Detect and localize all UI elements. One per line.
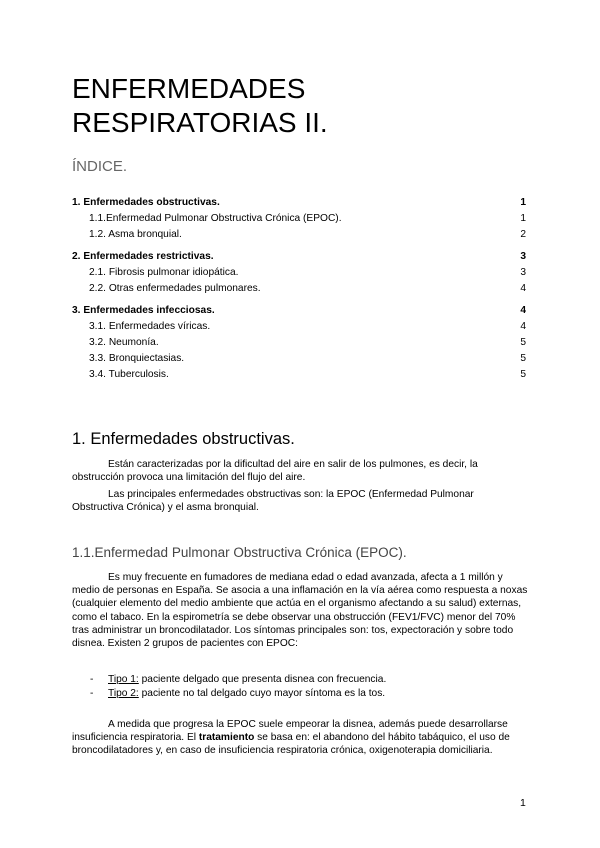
toc-entry-page: 4 <box>520 283 526 294</box>
toc-entry-label: 3.4. Tuberculosis. <box>89 369 169 380</box>
toc-entry-page: 5 <box>520 369 526 380</box>
treatment-keyword: tratamiento <box>198 732 255 744</box>
section-1-heading: 1. Enfermedades obstructivas. <box>72 430 295 448</box>
section-1-1-heading: 1.1.Enfermedad Pulmonar Obstructiva Crónica (EPOC). <box>72 545 407 560</box>
toc-entry-label: 2.1. Fibrosis pulmonar idiopática. <box>89 267 239 278</box>
toc-entry-label: 1. Enfermedades obstructivas. <box>72 197 220 208</box>
toc-entry[interactable] <box>72 368 526 382</box>
section-1-1-paragraph-2 <box>72 718 528 758</box>
toc-entry-page: 4 <box>520 305 526 316</box>
toc-entry[interactable] <box>72 320 526 334</box>
toc-entry[interactable] <box>72 196 526 210</box>
toc-entry-page: 1 <box>520 213 526 224</box>
section-1-1-paragraph-1-text: Es muy frecuente en fumadores de mediana edad o edad avanzada, afecta a 1 millón y medio de personas en España. Se asocia a una inflamación en la vía aérea como respuesta a noxas (cualquier elemento del medio ambiente que actúa en el organismo afectando a su salud) externas, como el tabaco. En la espirometría se debe observar una obstrucción (FEV1/FVC) menor del 70% tras administrar un broncodilatador. Los síntomas principales son: tos, expectoración y sobre todo disnea. Existen 2 grupos de pacientes con EPOC: <box>72 572 528 650</box>
toc-entry-label: 3. Enfermedades infecciosas. <box>72 305 215 316</box>
toc-entry-label: 3.3. Bronquiectasias. <box>89 353 185 364</box>
paragraph-text: A medida que progresa la EPOC suele empeorar la disnea, además puede desarrollarse insuficiencia respiratoria. El <box>72 719 508 744</box>
list-item-label: Tipo 2: <box>108 688 139 699</box>
toc-entry-page: 1 <box>520 197 526 208</box>
toc-entry-label: 3.2. Neumonía. <box>89 337 159 348</box>
toc-entry[interactable] <box>72 250 526 264</box>
toc-entry-page: 3 <box>520 267 526 278</box>
section-1-paragraph-1 <box>72 458 528 484</box>
list-item-text: paciente delgado que presenta disnea con frecuencia. <box>138 674 387 685</box>
toc-entry-label: 1.1.Enfermedad Pulmonar Obstructiva Crónica (EPOC). <box>89 213 342 224</box>
list-item-text: paciente no tal delgado cuyo mayor síntoma es la tos. <box>138 688 386 699</box>
list-dash: - <box>90 674 94 685</box>
section-1-paragraph-1-text: Están caracterizadas por la dificultad del aire en salir de los pulmones, es decir, la obstrucción provoca una limitación del flujo del aire. <box>72 459 478 484</box>
toc-entry[interactable] <box>72 212 526 226</box>
index-title: ÍNDICE. <box>72 158 128 175</box>
toc-entry-page: 4 <box>520 321 526 332</box>
toc-entry[interactable] <box>72 352 526 366</box>
section-1-1-paragraph-1 <box>72 571 528 650</box>
toc-entry[interactable] <box>72 336 526 350</box>
list-dash: - <box>90 688 94 699</box>
toc-entry-label: 2.2. Otras enfermedades pulmonares. <box>89 283 261 294</box>
toc-entry-page: 5 <box>520 337 526 348</box>
toc-entry-label: 2. Enfermedades restrictivas. <box>72 251 214 262</box>
document-title: ENFERMEDADES RESPIRATORIAS II. <box>72 73 328 138</box>
list-item <box>90 687 528 701</box>
toc-entry-page: 2 <box>520 229 526 240</box>
patient-type-list <box>90 673 528 701</box>
toc-entry[interactable] <box>72 304 526 318</box>
section-1-paragraph-2-text: Las principales enfermedades obstructivas son: la EPOC (Enfermedad Pulmonar Obstructiva Crónica) y el asma bronquial. <box>72 489 474 514</box>
section-1-paragraph-2 <box>72 488 528 514</box>
toc-entry[interactable] <box>72 228 526 242</box>
toc-entry-label: 3.1. Enfermedades víricas. <box>89 321 211 332</box>
list-item <box>90 673 528 687</box>
toc-entry[interactable] <box>72 282 526 296</box>
toc-entry-page: 5 <box>520 353 526 364</box>
toc-entry-label: 1.2. Asma bronquial. <box>89 229 182 240</box>
list-item-label: Tipo 1: <box>108 674 139 685</box>
toc-entry[interactable] <box>72 266 526 280</box>
paragraph-text: se basa en: el abandono del hábito tabáquico, el uso de broncodilatadores y, en caso de insuficiencia respiratoria crónica, oxigenoterapia domiciliaria. <box>72 732 510 757</box>
page-number: 1 <box>520 797 526 809</box>
toc-entry-page: 3 <box>520 251 526 262</box>
